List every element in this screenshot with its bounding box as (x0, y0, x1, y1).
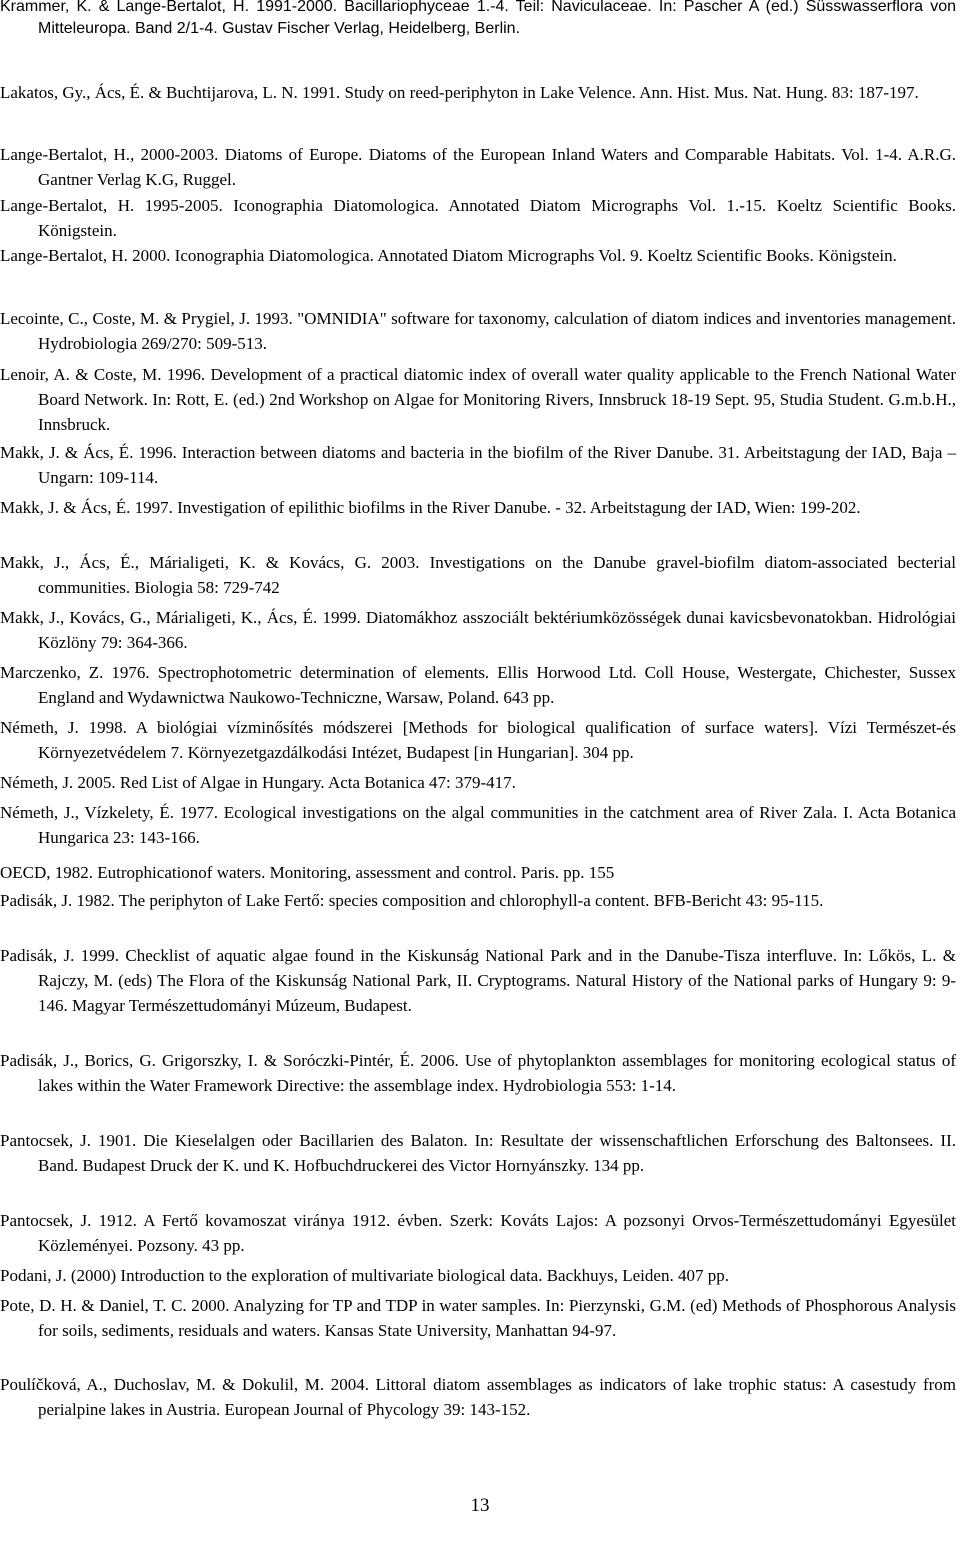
reference-entry: Németh, J. 2005. Red List of Algae in Hungary. Acta Botanica 47: 379-417. (0, 773, 516, 792)
reference-entry: Németh, J. 1998. A biológiai vízminősítés módszerei [Methods for biological qualification of surface waters]. Vízi Természet-és Környezetvédelem 7. Környezetgazdálkodási Intézet, Budapest [in Hungarian]. 304 pp. (0, 718, 956, 762)
reference-entry: Podani, J. (2000) Introduction to the exploration of multivariate biological data. Backhuys, Leiden. 407 pp. (0, 1266, 729, 1285)
reference-entry: Lange-Bertalot, H. 1995-2005. Iconographia Diatomologica. Annotated Diatom Micrographs Vol. 1.-15. Koeltz Scientific Books. Königstein. (0, 196, 956, 240)
reference-entry: Lecointe, C., Coste, M. & Prygiel, J. 1993. "OMNIDIA" software for taxonomy, calculation of diatom indices and inventories management. Hydrobiologia 269/270: 509-513. (0, 309, 956, 353)
reference-entry: Krammer, K. & Lange-Bertalot, H. 1991-2000. Bacillariophyceae 1.-4. Teil: Naviculaceae. In: Pascher A (ed.) Süsswasserflora von Mitteleuropa. Band 2/1-4. Gustav Fischer Verlag, Heidelberg, Berlin. (0, 0, 956, 37)
reference-entry: Lange-Bertalot, H., 2000-2003. Diatoms of Europe. Diatoms of the European Inland Waters and Comparable Habitats. Vol. 1-4. A.R.G. Gantner Verlag K.G, Ruggel. (0, 145, 956, 189)
reference-entry: Padisák, J. 1999. Checklist of aquatic algae found in the Kiskunság National Park and in the Danube-Tisza interfluve. In: Lőkös, L. & Rajczy, M. (eds) The Flora of the Kiskunság National Park, II. Cryptograms. Natural History of the National parks of Hungary 9: 9-146. Magyar Természettudományi Múzeum, Budapest. (0, 946, 956, 1015)
reference-entry: Makk, J. & Ács, É. 1996. Interaction between diatoms and bacteria in the biofilm of the River Danube. 31. Arbeitstagung der IAD, Baja – Ungarn: 109-114. (0, 443, 956, 487)
reference-entry: Padisák, J., Borics, G. Grigorszky, I. & Soróczki-Pintér, É. 2006. Use of phytoplankton assemblages for monitoring ecological status of lakes within the Water Framework Directive: the assemblage index. Hydrobiologia 553: 1-14. (0, 1051, 956, 1095)
reference-entry: Makk, J., Ács, É., Márialigeti, K. & Kovács, G. 2003. Investigations on the Danube gravel-biofilm diatom-associated becterial communities. Biologia 58: 729-742 (0, 553, 956, 597)
reference-entry: Poulíčková, A., Duchoslav, M. & Dokulil, M. 2004. Littoral diatom assemblages as indicators of lake trophic status: A casestudy from perialpine lakes in Austria. European Journal of Phycology 39: 143-152. (0, 1375, 956, 1419)
reference-entry: OECD, 1982. Eutrophicationof waters. Monitoring, assessment and control. Paris. pp. 155 (0, 863, 615, 882)
reference-entry: Padisák, J. 1982. The periphyton of Lake Fertő: species composition and chlorophyll-a content. BFB-Bericht 43: 95-115. (0, 891, 824, 910)
page-number: 13 (470, 1495, 490, 1516)
reference-entry: Lenoir, A. & Coste, M. 1996. Development of a practical diatomic index of overall water quality applicable to the French National Water Board Network. In: Rott, E. (ed.) 2nd Workshop on Algae for Monitoring Rivers, Innsbruck 18-19 Sept. 95, Studia Student. G.m.b.H., Innsbruck. (0, 365, 956, 434)
reference-entry: Pantocsek, J. 1912. A Fertő kovamoszat viránya 1912. évben. Szerk: Kováts Lajos: A pozsonyi Orvos-Természettudományi Egyesület Közleményei. Pozsony. 43 pp. (0, 1211, 956, 1255)
reference-entry: Marczenko, Z. 1976. Spectrophotometric determination of elements. Ellis Horwood Ltd. Coll House, Westergate, Chichester, Sussex England and Wydawnictwa Naukowo-Techniczne, Warsaw, Poland. 643 pp. (0, 663, 956, 707)
reference-entry: Németh, J., Vízkelety, É. 1977. Ecological investigations on the algal communities in the catchment area of River Zala. I. Acta Botanica Hungarica 23: 143-166. (0, 803, 956, 847)
reference-entry: Pantocsek, J. 1901. Die Kieselalgen oder Bacillarien des Balaton. In: Resultate der wissenschaftlichen Erforschung des Baltonsees. II. Band. Budapest Druck der K. und K. Hofbuchdruckerei des Victor Hornyánszky. 134 pp. (0, 1131, 956, 1175)
reference-entry: Lange-Bertalot, H. 2000. Iconographia Diatomologica. Annotated Diatom Micrographs Vol. 9. Koeltz Scientific Books. Königstein. (0, 246, 897, 265)
reference-entry: Makk, J. & Ács, É. 1997. Investigation of epilithic biofilms in the River Danube. - 32. Arbeitstagung der IAD, Wien: 199-202. (0, 498, 861, 517)
reference-entry: Lakatos, Gy., Ács, É. & Buchtijarova, L. N. 1991. Study on reed-periphyton in Lake Velence. Ann. Hist. Mus. Nat. Hung. 83: 187-197. (0, 83, 919, 102)
reference-entry: Makk, J., Kovács, G., Márialigeti, K., Ács, É. 1999. Diatomákhoz asszociált bektériumközösségek dunai kavicsbevonatokban. Hidrológiai Közlöny 79: 364-366. (0, 608, 956, 652)
reference-entry: Pote, D. H. & Daniel, T. C. 2000. Analyzing for TP and TDP in water samples. In: Pierzynski, G.M. (ed) Methods of Phosphorous Analysis for soils, sediments, residuals and waters. Kansas State University, Manhattan 94-97. (0, 1296, 956, 1340)
